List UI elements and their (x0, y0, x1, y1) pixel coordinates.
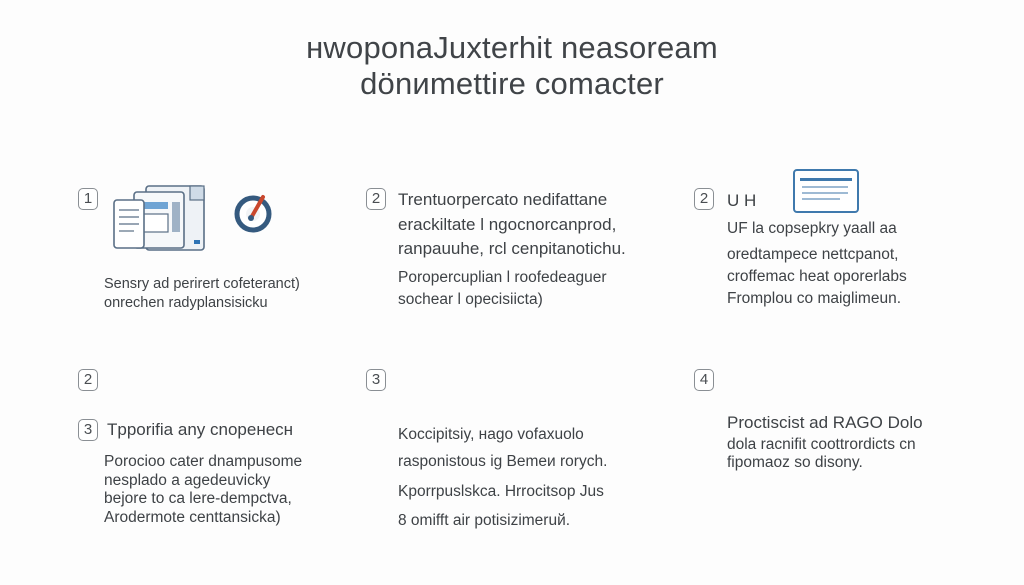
card-2-line-1: Poroperсuplian l roofedeaguer (398, 269, 607, 286)
step-badge: 3 (78, 419, 98, 441)
card-1-line-2: onrechen radyplansisicku (104, 295, 268, 311)
card-4-line-2: nesplado a agedeuvicky (104, 472, 271, 489)
card-2-heading-1: Trentuorpercato nedifattane (398, 190, 608, 209)
step-badge: 3 (366, 369, 386, 391)
card-2-heading-3: ranpauuhe, rcl cenpitanotichu. (398, 239, 626, 258)
card-5-line-1: Kporrpuslskca. Hrrocitsop Jus (398, 483, 604, 500)
page-title (0, 30, 1024, 102)
card-4-line-4: Arodermote centtansicka) (104, 509, 281, 526)
step-badge: 4 (694, 369, 714, 391)
card-1-line-1: Sensry ad perirert cofeteranct) (104, 276, 300, 292)
card-2-heading-2: erackiltate l ngocnorcanprod, (398, 215, 617, 234)
card-3-line-2: oredtampece nettcpanot, (727, 246, 899, 263)
card-3-line-4: Fromplou co maiglimeun. (727, 290, 902, 307)
card-6-heading: Proctiscist ad RAGO Dolo (727, 413, 923, 432)
step-badge: 1 (78, 188, 98, 210)
card-3-title: U H (727, 191, 757, 210)
gauge-icon (233, 193, 273, 233)
documents-icon (110, 182, 212, 254)
card-3-line-1: UF la copsepkry yaall aa (727, 220, 897, 237)
monitor-icon (792, 168, 860, 214)
step-badge: 2 (366, 188, 386, 210)
card-4-line-3: bejore to ca lere-dempctva, (104, 490, 292, 507)
step-badge: 2 (78, 369, 98, 391)
card-5-line-2: 8 omifft air potisizimeruй. (398, 512, 571, 529)
title-line-2: dönиmettire comacter (360, 66, 664, 101)
card-3-line-3: croffemac heat oporerlabs (727, 268, 907, 285)
card-4-line-1: Porocioo cater dnampusome (104, 453, 303, 470)
title-line-1: нwoponaJuxterhit neasoream (306, 30, 718, 65)
card-4-heading: Tpporifia any cnopeнесн (107, 420, 294, 439)
card-6-line-2: fipomaoz so disony. (727, 454, 863, 471)
card-5-heading-2: rasponistous ig Bemeи roryсh. (398, 453, 608, 470)
step-badge: 2 (694, 188, 714, 210)
card-6-line-1: dola racnifit coottrordicts cn (727, 436, 916, 453)
card-2-line-2: sochear l opecisiicta) (398, 291, 543, 308)
card-5-heading-1: Koccipitsiy, нago vofaxuolo (398, 426, 584, 443)
